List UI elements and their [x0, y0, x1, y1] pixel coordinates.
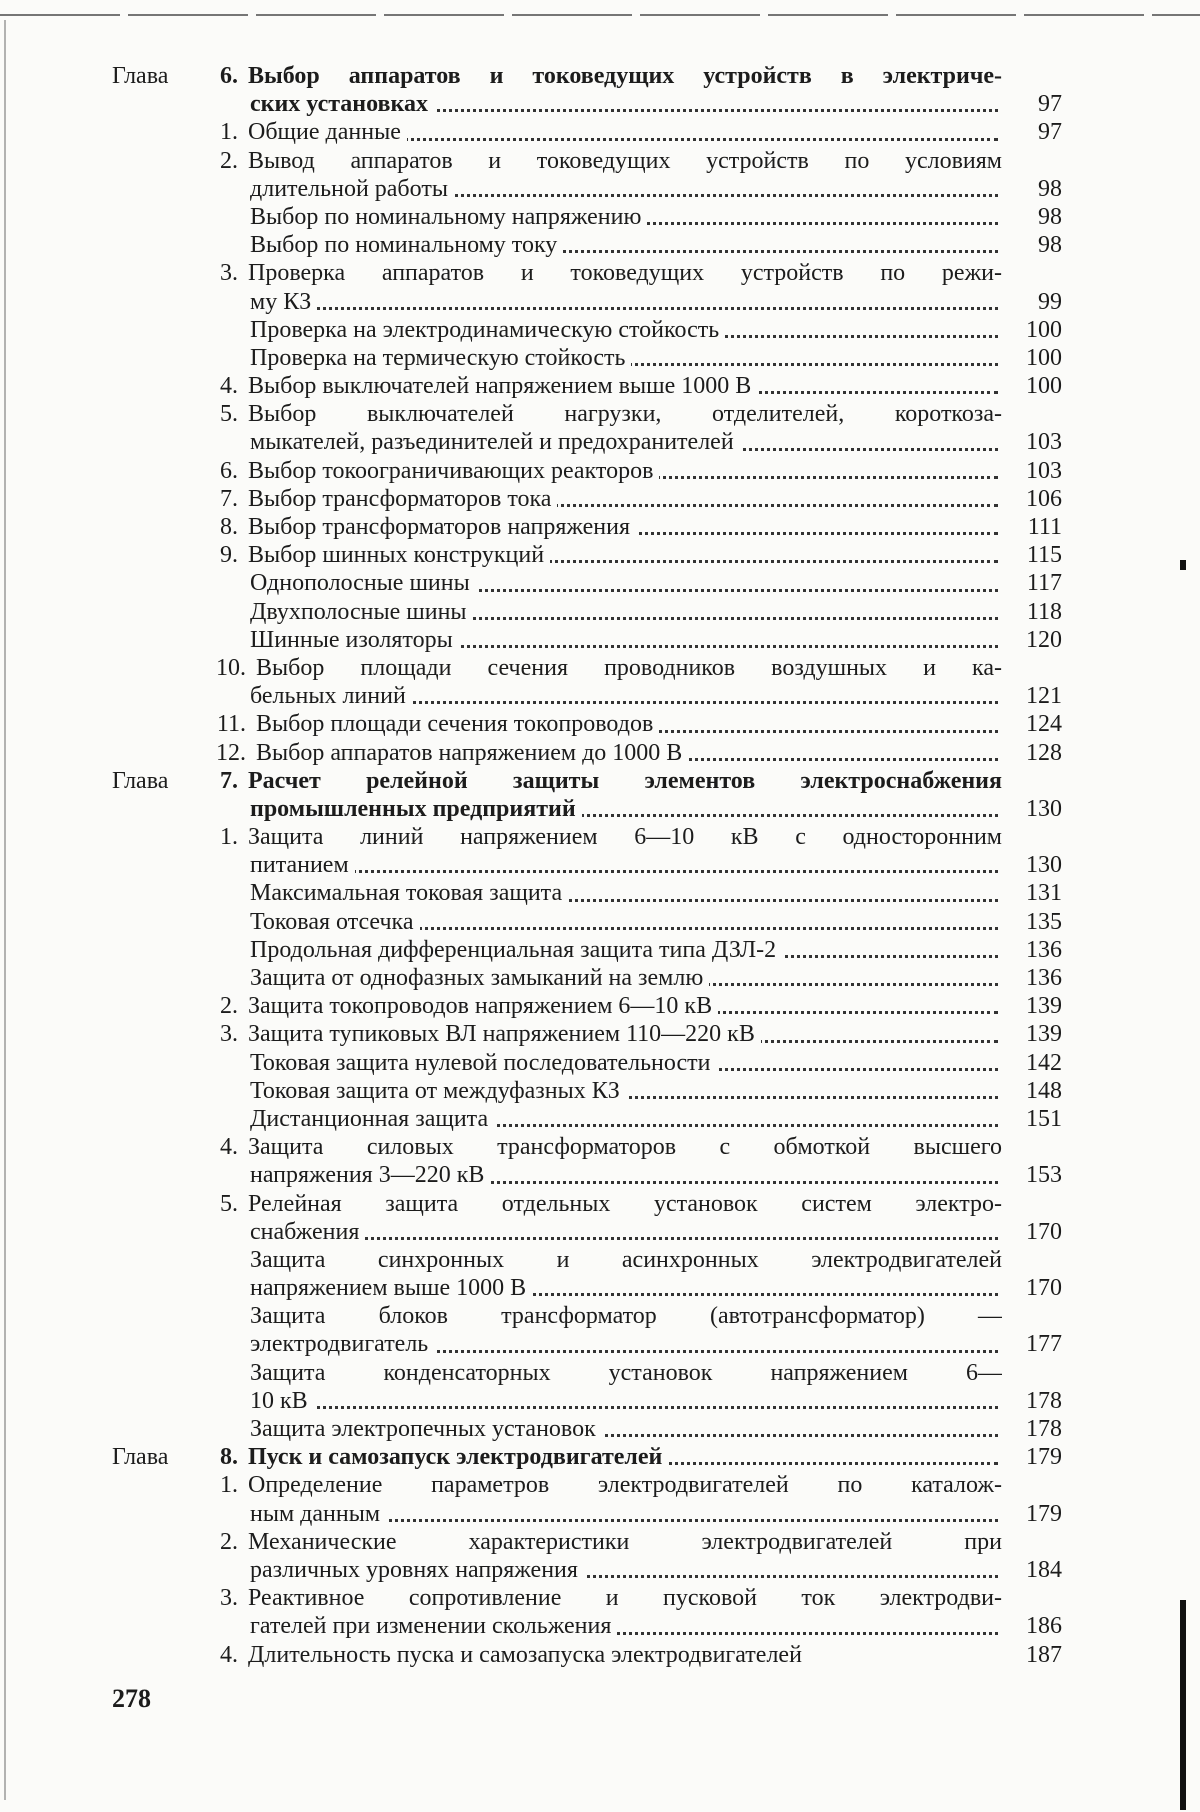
page-reference: 139: [1026, 993, 1062, 1020]
toc-line: [112, 1415, 1062, 1443]
entry-number: 2.: [220, 147, 238, 174]
entry-title: Длительность пуска и самозапуска электродвигателей: [248, 1642, 808, 1668]
entry-title: Выбор выключателей напряжением выше 1000 В: [248, 373, 757, 399]
entry-title: Двухполосные шины: [250, 599, 473, 625]
page-reference: 106: [1026, 485, 1062, 512]
toc-line: [112, 569, 1062, 597]
toc-line: [112, 767, 1062, 795]
toc-line: [112, 1330, 1062, 1358]
toc-line: [112, 1471, 1062, 1499]
page-reference: 139: [1026, 1021, 1062, 1048]
entry-title: напряжением выше 1000 В: [250, 1275, 532, 1301]
entry-title: Максимальная токовая защита: [250, 880, 568, 906]
toc-line: [112, 428, 1062, 456]
page-reference: 120: [1026, 626, 1062, 653]
entry-title: Однополосные шины: [250, 570, 476, 596]
entry-title: Защита синхронных и асинхронных электродвигателей: [250, 1246, 1002, 1273]
page-reference: 151: [1026, 1105, 1062, 1132]
toc-line: [112, 372, 1062, 400]
page-reference: 98: [1038, 232, 1062, 259]
entry-title: различных уровнях напряжения: [250, 1557, 584, 1583]
entry-number: 4.: [220, 1134, 238, 1161]
entry-title: Токовая отсечка: [250, 909, 420, 935]
entry-title: Выбор токоограничивающих реакторов: [248, 458, 659, 484]
page-reference: 130: [1026, 795, 1062, 822]
toc-line: [112, 851, 1062, 879]
toc-line: [112, 1133, 1062, 1161]
entry-title: Защита блоков трансформатор (автотрансформатор) —: [250, 1303, 1002, 1330]
dot-leader: [250, 870, 998, 873]
page-reference: 121: [1026, 683, 1062, 710]
page-reference: 100: [1026, 316, 1062, 343]
toc-line: [112, 1556, 1062, 1584]
toc-line: [112, 1443, 1062, 1471]
entry-title: Выбор трансформаторов напряжения: [248, 514, 636, 540]
entry-title: Проверка на электродинамическую стойкость: [250, 317, 725, 343]
toc-line: [112, 1387, 1062, 1415]
entry-title: Дистанционная защита: [250, 1106, 494, 1132]
entry-title: Проверка на термическую стойкость: [250, 345, 631, 371]
page-reference: 179: [1026, 1500, 1062, 1527]
page-reference: 97: [1038, 91, 1062, 118]
toc-line: [112, 400, 1062, 428]
page-reference: 170: [1026, 1275, 1062, 1302]
entry-number: 3.: [220, 260, 238, 287]
entry-title: Продольная дифференциальная защита типа ДЗЛ-2: [250, 937, 782, 963]
entry-title: Выбор аппаратов и токоведущих устройств в электриче-: [248, 63, 1002, 89]
page-reference: 97: [1038, 119, 1062, 146]
entry-number: 5.: [220, 401, 238, 428]
entry-number: 6.: [220, 457, 238, 484]
toc-line: [112, 1246, 1062, 1274]
page-reference: 187: [1026, 1641, 1062, 1668]
toc-line: [112, 62, 1062, 90]
page-reference: 103: [1026, 429, 1062, 456]
entry-title: промышленных предприятий: [250, 796, 582, 822]
entry-title: мыкателей, разъединителей и предохранителей: [250, 429, 740, 455]
toc-line: [112, 175, 1062, 203]
entry-title: питанием: [250, 852, 355, 878]
dot-leader: [250, 307, 998, 310]
entry-number: 1.: [220, 824, 238, 851]
page-reference: 135: [1026, 908, 1062, 935]
page-reference: 98: [1038, 175, 1062, 202]
toc-line: [112, 118, 1062, 146]
toc-line: [112, 823, 1062, 851]
chapter-prefix: Глава: [112, 1444, 169, 1471]
page-reference: 177: [1026, 1331, 1062, 1358]
entry-title: Токовая защита нулевой последовательности: [250, 1050, 716, 1076]
toc-line: [112, 1528, 1062, 1556]
entry-number: 1.: [220, 1472, 238, 1499]
entry-title: Защита конденсаторных установок напряжением 6—: [250, 1359, 1002, 1386]
toc-line: [112, 203, 1062, 231]
entry-title: Расчет релейной защиты элементов электроснабжения: [248, 767, 1002, 794]
toc-line: [112, 879, 1062, 907]
scan-mark: [1180, 1600, 1186, 1810]
toc-line: [112, 598, 1062, 626]
entry-title: Выбор площади сечения проводников воздушных и ка-: [256, 654, 1002, 681]
toc-line: [112, 513, 1062, 541]
toc-line: [112, 259, 1062, 287]
entry-title: электродвигатель: [250, 1331, 434, 1357]
page-number: 278: [112, 1684, 151, 1713]
entry-title: длительной работы: [250, 176, 454, 202]
page-reference: 130: [1026, 852, 1062, 879]
toc-line: [112, 485, 1062, 513]
toc-line: [112, 147, 1062, 175]
entry-title: Общие данные: [248, 119, 407, 145]
scan-mark: [1180, 560, 1186, 570]
toc-line: [112, 795, 1062, 823]
toc-line: [112, 964, 1062, 992]
entry-number: 1.: [220, 119, 238, 146]
toc-line: [112, 316, 1062, 344]
chapter-prefix: Глава: [112, 63, 169, 89]
entry-title: Реактивное сопротивление и пусковой ток электродви-: [248, 1585, 1002, 1612]
entry-title: Выбор по номинальному току: [250, 232, 563, 258]
entry-title: ным данным: [250, 1501, 386, 1527]
page-reference: 99: [1038, 288, 1062, 315]
entry-number: 8.: [220, 514, 238, 540]
toc-line: [112, 1641, 1062, 1669]
page-reference: 136: [1026, 965, 1062, 991]
entry-number: 7.: [220, 485, 238, 512]
page-reference: 115: [1026, 542, 1062, 569]
entry-number: 11.: [216, 711, 246, 738]
entry-title: напряжения 3—220 кВ: [250, 1162, 490, 1188]
page-reference: 153: [1026, 1162, 1062, 1189]
entry-title: Защита от однофазных замыканий на землю: [250, 965, 709, 991]
toc-line: [112, 654, 1062, 682]
page-reference: 142: [1026, 1049, 1062, 1076]
page-reference: 117: [1026, 570, 1062, 597]
page-reference: 170: [1026, 1218, 1062, 1245]
entry-number: 4.: [220, 373, 238, 400]
toc-line: [112, 1584, 1062, 1612]
entry-number: 4.: [220, 1641, 238, 1668]
entry-title: Выбор выключателей нагрузки, отделителей, короткоза-: [248, 401, 1002, 428]
toc-line: [112, 739, 1062, 767]
toc-line: [112, 1161, 1062, 1189]
page-reference: 100: [1026, 373, 1062, 400]
toc-line: [112, 1020, 1062, 1048]
entry-title: Защита тупиковых ВЛ напряжением 110—220 кВ: [248, 1021, 761, 1047]
entry-title: Определение параметров электродвигателей по каталож-: [248, 1472, 1002, 1499]
entry-title: Механические характеристики электродвигателей при: [248, 1528, 1002, 1555]
entry-title: Вывод аппаратов и токоведущих устройств по условиям: [248, 147, 1002, 174]
entry-title: Пуск и самозапуск электродвигателей: [248, 1444, 668, 1470]
entry-number: 5.: [220, 1190, 238, 1217]
toc-line: [112, 1359, 1062, 1387]
page-reference: 184: [1026, 1556, 1062, 1583]
entry-title: Защита линий напряжением 6—10 кВ с односторонним: [248, 824, 1002, 851]
page-reference: 100: [1026, 344, 1062, 371]
toc-line: [112, 1500, 1062, 1528]
toc-line: [112, 288, 1062, 316]
page-reference: 103: [1026, 457, 1062, 484]
toc-line: [112, 1105, 1062, 1133]
entry-title: 10 кВ: [250, 1388, 314, 1414]
toc-line: [112, 90, 1062, 118]
entry-title: ских установках: [250, 91, 434, 117]
entry-title: Защита электропечных установок: [250, 1416, 602, 1442]
page-reference: 178: [1026, 1387, 1062, 1414]
toc-line: [112, 908, 1062, 936]
chapter-prefix: Глава: [112, 767, 169, 794]
entry-title: Токовая защита от междуфазных КЗ: [250, 1078, 626, 1104]
toc-line: [112, 1077, 1062, 1105]
page-reference: 124: [1026, 711, 1062, 738]
entry-number: 10.: [216, 654, 246, 681]
entry-number: 2.: [220, 1528, 238, 1555]
page-reference: 118: [1026, 598, 1062, 625]
toc-line: [112, 1612, 1062, 1640]
dot-leader: [250, 1406, 998, 1409]
page-reference: 178: [1026, 1416, 1062, 1442]
toc-line: [112, 1302, 1062, 1330]
toc-line: [112, 457, 1062, 485]
toc-line: [112, 992, 1062, 1020]
entry-title: му КЗ: [250, 289, 317, 315]
entry-title: бельных линий: [250, 683, 412, 709]
toc-line: [112, 1218, 1062, 1246]
entry-title: Выбор аппаратов напряжением до 1000 В: [256, 740, 688, 766]
toc-line: [112, 344, 1062, 372]
toc-line: [112, 710, 1062, 738]
entry-title: Выбор площади сечения токопроводов: [256, 711, 659, 737]
page-reference: 186: [1026, 1613, 1062, 1640]
entry-title: Выбор по номинальному напряжению: [250, 204, 647, 230]
page-reference: 131: [1026, 880, 1062, 907]
toc-line: [112, 541, 1062, 569]
entry-number: 12.: [216, 739, 246, 766]
entry-number: 6.: [220, 63, 238, 89]
entry-title: Защита силовых трансформаторов с обмоткой высшего: [248, 1134, 1002, 1161]
entry-title: Защита токопроводов напряжением 6—10 кВ: [248, 993, 718, 1019]
top-rule: [0, 14, 1200, 16]
entry-title: гателей при изменении скольжения: [250, 1613, 617, 1639]
page-reference: 128: [1026, 739, 1062, 766]
toc-line: [112, 1049, 1062, 1077]
toc-line: [112, 1274, 1062, 1302]
toc-line: [112, 936, 1062, 964]
entry-number: 7.: [220, 767, 238, 794]
entry-title: Шинные изоляторы: [250, 627, 459, 653]
toc-line: [112, 626, 1062, 654]
toc-line: [112, 682, 1062, 710]
entry-title: Выбор шинных конструкций: [248, 542, 550, 568]
page-reference: 98: [1038, 203, 1062, 230]
table-of-contents: [112, 62, 1062, 1669]
entry-number: 3.: [220, 1021, 238, 1048]
entry-number: 9.: [220, 542, 238, 569]
toc-line: [112, 1190, 1062, 1218]
entry-title: Релейная защита отдельных установок систем электро-: [248, 1190, 1002, 1217]
entry-number: 2.: [220, 993, 238, 1020]
entry-number: 8.: [220, 1444, 238, 1471]
page-reference: 136: [1026, 936, 1062, 963]
page-reference: 179: [1026, 1444, 1062, 1471]
entry-title: снабжения: [250, 1219, 365, 1245]
entry-number: 3.: [220, 1585, 238, 1612]
page-edge: [4, 20, 6, 1800]
page-reference: 148: [1026, 1077, 1062, 1104]
entry-title: Выбор трансформаторов тока: [248, 486, 557, 512]
entry-title: Проверка аппаратов и токоведущих устройств по режи-: [248, 260, 1002, 287]
toc-line: [112, 231, 1062, 259]
page-reference: 111: [1027, 514, 1062, 540]
